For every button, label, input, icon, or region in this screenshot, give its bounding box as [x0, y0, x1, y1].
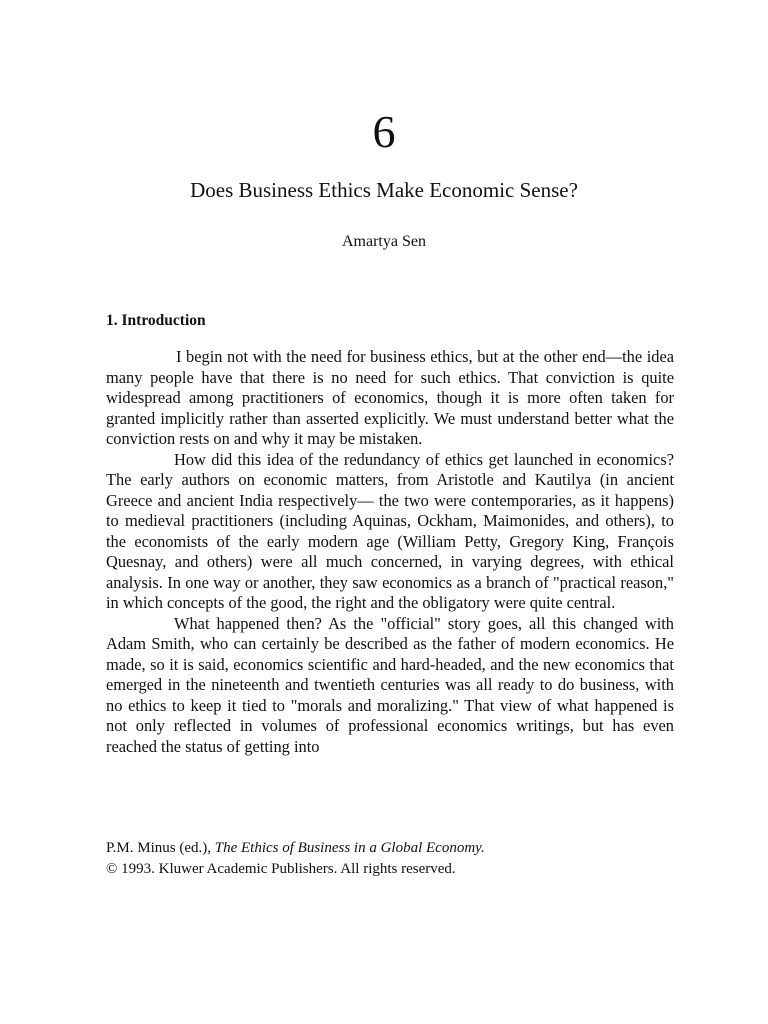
chapter-number: 6 [372, 106, 396, 157]
page-footer [106, 838, 706, 880]
paragraph: I begin not with the need for business ethics, but at the other end—the idea many people have that there is no need for such ethics. That conviction is quite widespread among practitioners of economics, though it is more often taken for granted implicitly rather than asserted explicitly. We must understand better what the conviction rests on and why it may be mistaken. [106, 347, 674, 448]
section-heading: 1. Introduction [106, 312, 206, 329]
citation-book-title: The Ethics of Business in a Global Economy. [214, 840, 485, 856]
author-name: Amartya Sen [342, 233, 426, 250]
paragraph: How did this idea of the redundancy of ethics get launched in economics? The early authors on economic matters, from Aristotle and Kautilya (in ancient Greece and ancient India respectively— the two were contemporaries, as it happens) to medieval practitioners (including Aquinas, Ockham, Maimonides, and others), to the economists of the early modern age (William Petty, Gregory King, François Quesnay, and others) were all much concerned, in varying degrees, with ethical analysis. In one way or another, they saw economics as a branch of "practical reason," in which concepts of the good, the right and the obligatory were quite central. [106, 449, 674, 612]
citation-line [106, 838, 706, 859]
body-text [106, 347, 674, 757]
paragraph: What happened then? As the "official" story goes, all this changed with Adam Smith, who can certainly be described as the father of modern economics. He made, so it is said, economics scientific and hard-headed, and the new economics that emerged in the nineteenth and twentieth centuries was all ready to do business, with no ethics to keep it tied to "morals and moralizing." That view of what happened is not only reflected in volumes of professional economics writings, but has even reached the status of getting into [106, 613, 674, 756]
citation-editor: P.M. Minus (ed.), [106, 840, 215, 856]
copyright-line: © 1993. Kluwer Academic Publishers. All rights reserved. [106, 861, 456, 877]
chapter-title: Does Business Ethics Make Economic Sense? [190, 178, 578, 202]
